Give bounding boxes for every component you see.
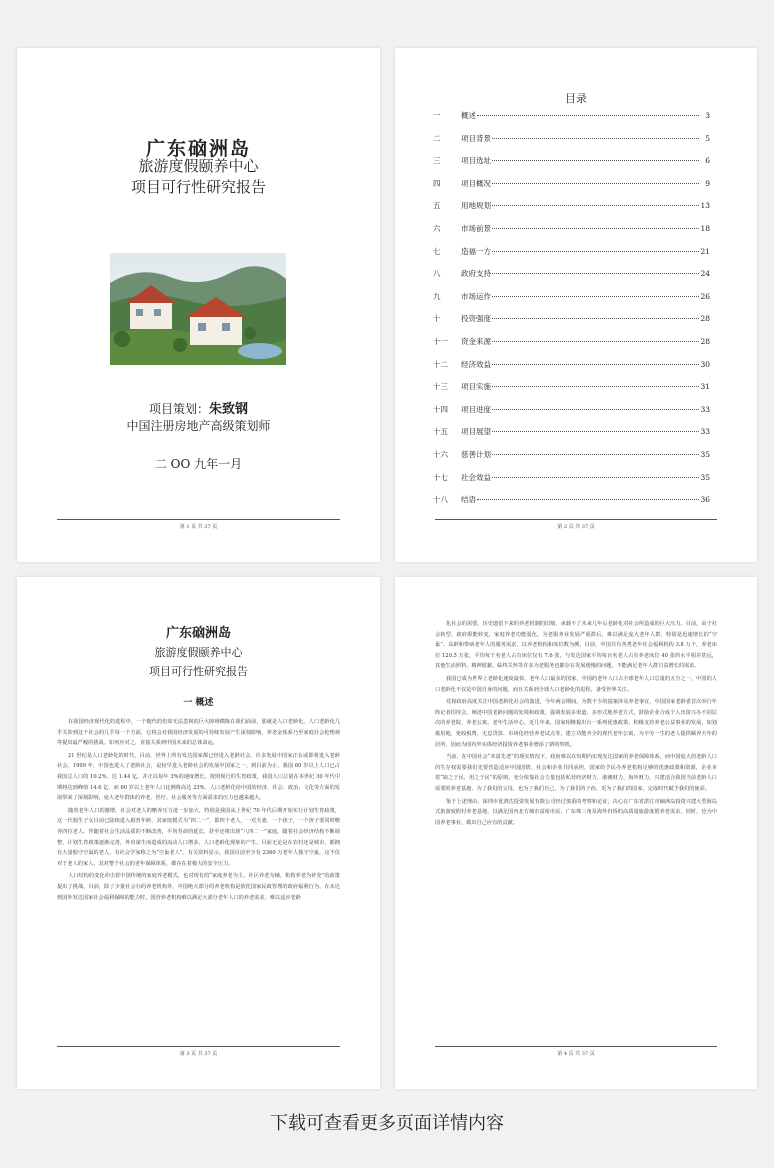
toc-item-number: 九 bbox=[433, 291, 441, 301]
toc-leader-dots bbox=[492, 409, 699, 410]
toc-item[interactable] bbox=[433, 336, 710, 359]
toc-item-label: 项目选址 bbox=[461, 156, 491, 166]
paragraph: 在我国经济现代化的进程中，一个随代的但却无法忽视的巨大障碍横陈在我们面前，那就是人口老龄化。人口老龄化几乎关涉到这个社会的几乎每一个方面，它将会对我国经济发展的可持续发展产生深刻影响，养老金体系乃至家庭社会伦理观等提出最严峻的挑战。如何应对之，直接关系到中国未来的总体命运。 bbox=[57, 719, 340, 747]
page-footer: 第 2 页 共 37 页 bbox=[435, 519, 717, 530]
toc-item-label: 资金来源 bbox=[461, 336, 491, 346]
toc-item-number: 十七 bbox=[433, 472, 448, 482]
toc-item[interactable] bbox=[433, 381, 710, 404]
toc-item-number: 五 bbox=[433, 201, 441, 211]
toc-item-number: 三 bbox=[433, 156, 441, 166]
toc-leader-dots bbox=[492, 431, 699, 432]
toc-leader-dots bbox=[492, 138, 699, 139]
toc-item-page: 35 bbox=[700, 449, 710, 459]
toc-item-page: 28 bbox=[700, 336, 710, 346]
toc-item-label: 造福一方 bbox=[461, 246, 491, 256]
toc-item-label: 慈善计划 bbox=[461, 449, 491, 459]
toc-item-label: 用地规划 bbox=[461, 201, 491, 211]
toc-item-page: 9 bbox=[705, 178, 710, 188]
section-heading: 一 概述 bbox=[183, 698, 214, 708]
toc-leader-dots bbox=[492, 341, 699, 342]
download-caption: 下载可查看更多页面详情内容 bbox=[270, 1113, 504, 1134]
page-footer: 第 1 页 共 37 页 bbox=[57, 519, 340, 530]
toc-leader-dots bbox=[492, 477, 699, 478]
cover-date: 二 OO 九年一月 bbox=[154, 457, 243, 471]
toc-item-page: 26 bbox=[700, 291, 710, 301]
cover-title-line2: 旅游度假颐养中心 bbox=[138, 157, 259, 175]
toc-item-page: 31 bbox=[700, 382, 710, 392]
toc-item-number: 四 bbox=[433, 178, 441, 188]
toc-item-label: 政府支持 bbox=[461, 269, 491, 279]
toc-item[interactable] bbox=[433, 246, 710, 269]
toc-item-label: 经济效益 bbox=[461, 359, 491, 369]
toc-leader-dots bbox=[492, 296, 699, 297]
paragraph: 当前，在中国社会“未富先老”的现实情况下，政府难以在短期内实现发达国家的养老保障体系，而中国庞大的老龄人口的生存权需要我们先要营造适应中国国情、社会和企业共同承担，国家给予民办养老机构足够的优惠政策和资源，企业本着“取之于民，用之于民”的原则，充分依靠社会力量包括私营经济财力，港澳财力，海外财力，兴建适合我国当前老龄人口需要的养老基地，为了我们的父母，也为了我们自己，为了我们的子孙，更为了我们的国家，完成时代赋予我们的使命。 bbox=[435, 754, 717, 792]
toc-item-page: 33 bbox=[700, 427, 710, 437]
body-text bbox=[435, 619, 717, 1047]
toc-leader-dots bbox=[492, 205, 699, 206]
toc-leader-dots bbox=[492, 386, 699, 387]
toc-item-page: 36 bbox=[700, 495, 710, 505]
toc-item[interactable] bbox=[433, 200, 710, 223]
toc-item[interactable] bbox=[433, 291, 710, 314]
toc-item-label: 项目概况 bbox=[461, 178, 491, 188]
cover-organization: 中国注册房地产高级策划师 bbox=[126, 419, 271, 433]
paragraph: 我国已成为世界上老龄化速度最快、老年人口最多的国家，中国的老年人口占全球老年人口总量的五分之一，中国的人口老龄化不仅是中国自身的问题，而且关系到全球人口老龄化的进程，备受世界关注。 bbox=[435, 675, 717, 693]
toc-leader-dots bbox=[492, 160, 699, 161]
toc-title: 目录 bbox=[565, 92, 587, 105]
toc-item-label: 市场运作 bbox=[461, 291, 491, 301]
toc-item-page: 5 bbox=[705, 133, 710, 143]
toc-item-number: 十二 bbox=[433, 359, 448, 369]
toc-leader-dots bbox=[492, 273, 699, 274]
toc-item-label: 市场前景 bbox=[461, 223, 491, 233]
toc-item-number: 十一 bbox=[433, 336, 448, 346]
toc-item-number: 十八 bbox=[433, 495, 448, 505]
toc-item-label: 社会效益 bbox=[461, 472, 491, 482]
report-title-line1: 广东硇洲岛 bbox=[165, 626, 231, 641]
toc-item-page: 13 bbox=[700, 201, 710, 211]
toc-list bbox=[433, 110, 710, 517]
toc-item-label: 项目展望 bbox=[461, 427, 491, 437]
villa-illustration bbox=[110, 253, 286, 365]
toc-item-label: 概述 bbox=[461, 111, 476, 120]
toc-item[interactable] bbox=[433, 449, 710, 472]
toc-leader-dots bbox=[477, 115, 699, 116]
toc-item-page: 30 bbox=[700, 359, 710, 369]
paragraph: 21 世纪是人口老龄化的时代。目前，世界上所有发达国家都已经进入老龄社会，许多发展中国家正在或即将进入老龄社会。1999 年，中国也进入了老龄社会，是较早进入老龄社会的发展中国家之一。到目前为止，我国 60 岁以上人口已占我国总人口的 10.2%，达 1.44 亿，并正以每年 3%的速度增长。按照现行的生育政策，我国人口总量在本世纪 30 年代中期将达到峰值 14.6 亿，而 60 岁以上老年人口比例将高达 23%。人口老龄化给中国的经济、社会、政治、文化等方面的发展带来了深刻影响，庞大老年群体的养老、医疗、社会服务等方面需求的压力也越来越大。 bbox=[57, 752, 340, 802]
toc-item[interactable] bbox=[433, 155, 710, 178]
toc-item[interactable] bbox=[433, 133, 710, 156]
paragraph: 化社会的需要。历史遗留下来的养老机制的旧船，承载不了未来几年后老龄化对社会所造成的巨大压力。目前，由于社会转型、政府职能转变，家庭养老功能弱化，为老服务业发展严重滞后，难以满足庞大老年人群，特别是迅速增长的“空巢”、高龄和带病老年人的服务需求，以养老机构和床位数为例，目前，中国共有各类老年社会福利机构 3.8 万个，养老床位 120.5 万张，平均每千名老人占有床位仅有 7.6 张，与发达国家平均每百名老人占有养老床位 40 张的水平相差甚远，其他生活照料、精神慰藉、临终关怀等许多为老服务也都存在发展缓慢的问题，不能满足老年人群日益增长的需求。 bbox=[435, 621, 717, 670]
toc-item-number: 一 bbox=[433, 111, 441, 120]
toc-item-page: 3 bbox=[705, 111, 710, 120]
toc-item-page: 35 bbox=[700, 472, 710, 482]
page-overview bbox=[17, 577, 380, 1089]
toc-item[interactable] bbox=[433, 268, 710, 291]
toc-item-page: 33 bbox=[700, 404, 710, 414]
toc-item-number: 十五 bbox=[433, 427, 448, 437]
toc-leader-dots bbox=[492, 251, 699, 252]
toc-item-number: 六 bbox=[433, 223, 441, 233]
toc-item[interactable] bbox=[433, 426, 710, 449]
toc-item-page: 28 bbox=[700, 314, 710, 324]
toc-item[interactable] bbox=[433, 178, 710, 201]
toc-leader-dots bbox=[492, 183, 699, 184]
toc-item-number: 八 bbox=[433, 269, 441, 279]
page-cover bbox=[17, 48, 380, 562]
toc-item-label: 项目实施 bbox=[461, 382, 491, 392]
toc-leader-dots bbox=[492, 318, 699, 319]
toc-item-number: 十 bbox=[433, 314, 441, 324]
toc-item-page: 21 bbox=[700, 246, 710, 256]
toc-item-number: 十三 bbox=[433, 382, 448, 392]
toc-item[interactable] bbox=[433, 472, 710, 495]
toc-item-label: 项目背景 bbox=[461, 133, 491, 143]
toc-item-label: 项目进度 bbox=[461, 404, 491, 414]
toc-item[interactable] bbox=[433, 223, 710, 246]
cover-title-line3: 项目可行性研究报告 bbox=[130, 178, 266, 196]
toc-item[interactable] bbox=[433, 313, 710, 336]
page-continued bbox=[395, 577, 757, 1089]
toc-item-page: 6 bbox=[705, 156, 710, 166]
toc-item-page: 18 bbox=[700, 223, 710, 233]
toc-leader-dots bbox=[477, 499, 699, 500]
paragraph: 鉴于上述理由，深圳市优鸿达投资发展有限公司经过慎重的考察和论证，决心在广东省湛江市硇洲岛投资兴建大型海岛式旅游度假村养老基地，以满足国内北方城市富裕市民、广东珠三角及海外归侨的高质量旅游度假养老需求。同时，也为中国养老事业，做出自己应有的贡献。 bbox=[435, 798, 717, 826]
toc-item-label: 投资强度 bbox=[461, 314, 491, 324]
paragraph: 人口结构的变化冲击着中国传统的家庭养老模式，也对现有的“家庭养老为主，社区养老为辅，机构养老为补充”的政策提出了挑战，目前，除了少量社会办的养老机构外，中国绝大部分的养老机构是依托国家民政管理的政府福利行为，在未达到国外发达国家社会福利保障的能力时，国营养老机构难以满足大部分老年人口的养老需求，难以适应老龄 bbox=[57, 873, 340, 901]
page-footer: 第 3 页 共 37 页 bbox=[57, 1046, 340, 1057]
page-toc bbox=[395, 48, 757, 562]
planner-name: 朱致钢 bbox=[209, 402, 249, 417]
toc-item-number: 十四 bbox=[433, 404, 448, 414]
toc-item-number: 七 bbox=[433, 246, 441, 256]
report-title-line3: 项目可行性研究报告 bbox=[149, 665, 248, 678]
toc-item[interactable] bbox=[433, 359, 710, 382]
cover-title-line1: 广东硇洲岛 bbox=[145, 138, 251, 160]
paragraph: 党和政府高度关注中国老龄化社会的演进，今年两会期间，为数不少的提案涉及养老事宜，中国国家老龄委首次举行年终记者招待会，阐述中国老龄问题的处境和政策，强调发展多渠道、多形式地养老方式，鼓励企业合成个人出资兴办不同层次的养老院、养老公寓、老年生活中心。近几年来，国家相继提出台一系列优惠政策，积极支持养老公益事业的发展，如划拨用地，免收税费、无息贷款、市场化经营养老试点等，建立功能齐全的现代老年公寓，为辛劳一生的老人提供颐养天年的居所，因而为国内外实体经济投资养老事业增添了新的契机。 bbox=[435, 699, 717, 748]
toc-item[interactable] bbox=[433, 404, 710, 427]
planner-label: 项目策划： bbox=[148, 402, 209, 416]
toc-leader-dots bbox=[492, 228, 699, 229]
toc-item-number: 十六 bbox=[433, 449, 448, 459]
page-footer: 第 4 页 共 37 页 bbox=[435, 1046, 717, 1057]
toc-leader-dots bbox=[492, 364, 699, 365]
toc-item-page: 24 bbox=[700, 269, 710, 279]
toc-item[interactable] bbox=[433, 110, 710, 133]
report-title-line2: 旅游度假颐养中心 bbox=[154, 646, 243, 659]
paragraph: 随着老年人口的激增，社会对老人的赡养压力进一步加大，特别是我国从上世纪 70 年代后期开始实行计划生育政策，这一代独生子女目前已陆续进入婚育年龄，其家庭模式为“四二一”，即四个老人，一对夫妻，一个孩子，一个孩子要同时赡养四位老人。伴随着社会生活品质的不断改善，平均寿命的延长，甚至还将出现“八四二一”家庭。随着社会经济结构不断调整，计划生育政策逐渐完善，外出谋生而造成的流动人口增多，人口老龄化现象的产生，目前无论是在农村还是城市，都拥有大量独守空巢的老人，有社会学家称之为“空巢老人”。有关资料显示，我国目前至少有 2360 万老年人独守空巢，这不仅对于老人的家人，其对整个社会的老年保障体系，都存在着极大的安全压力。 bbox=[57, 807, 340, 867]
body-text bbox=[57, 717, 340, 1047]
cover-planner bbox=[17, 398, 380, 417]
toc-item-number: 二 bbox=[433, 133, 441, 143]
toc-item[interactable] bbox=[433, 494, 710, 517]
toc-item-label: 结语 bbox=[461, 495, 476, 505]
toc-leader-dots bbox=[492, 454, 699, 455]
